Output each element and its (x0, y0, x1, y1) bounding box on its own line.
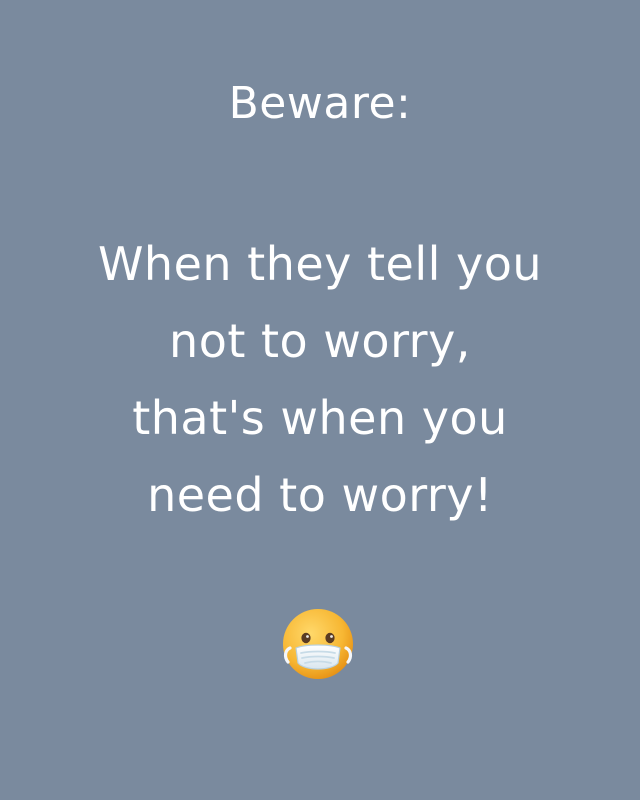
quote-message (0, 226, 640, 534)
message-line-1: When they tell you (97, 237, 543, 291)
face-with-medical-mask-icon (280, 606, 356, 682)
message-line-3: that's when you (132, 391, 508, 445)
quote-title: Beware: (228, 78, 412, 129)
message-line-2: not to worry, (169, 314, 471, 368)
message-line-4: need to worry! (147, 468, 493, 522)
